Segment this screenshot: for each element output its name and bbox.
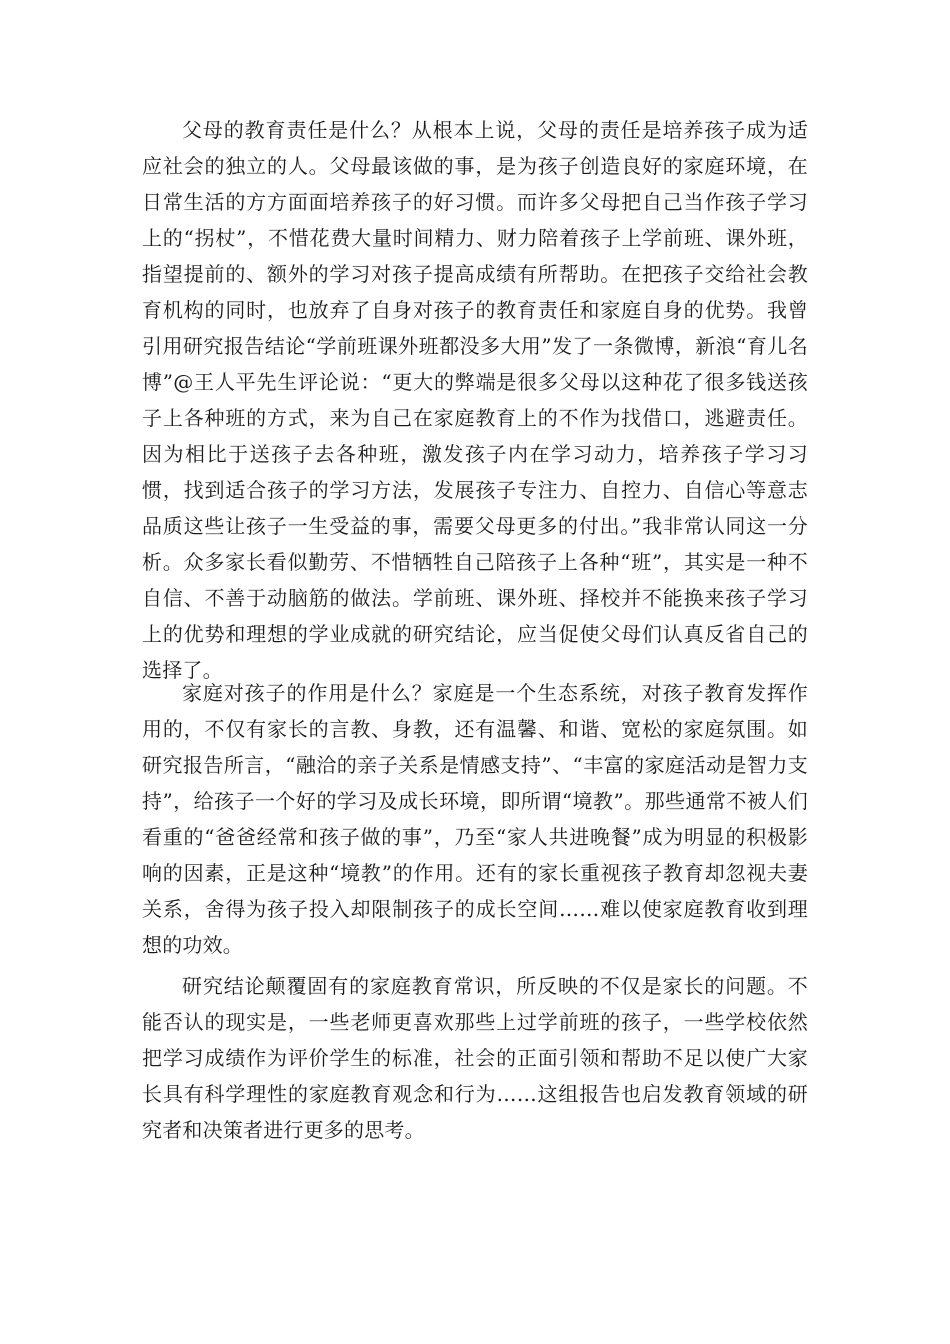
body-paragraph-research-conclusion: 研究结论颠覆固有的家庭教育常识，所反映的不仅是家长的问题。不能否认的现实是，一些老师更喜欢那些上过学前班的孩子，一些学校依然把学习成绩作为评价学生的标准，社会的正面引领和帮助不足以使广大家长具有科学理性的家庭教育观念和行为……这组报告也启发教育领域的研究者和决策者进行更多的思考。 [142, 974, 808, 1142]
body-paragraph-parental-responsibility: 父母的教育责任是什么？从根本上说，父母的责任是培养孩子成为适应社会的独立的人。父母最该做的事，是为孩子创造良好的家庭环境，在日常生活的方方面面培养孩子的好习惯。而许多父母把自己当作孩子学习上的“拐杖”，不惜花费大量时间精力、财力陪着孩子上学前班、课外班，指望提前的、额外的学习对孩子提高成绩有所帮助。在把孩子交给社会教育机构的同时，也放弃了自身对孩子的教育责任和家庭自身的优势。我曾引用研究报告结论“学前班课外班都没多大用”发了一条微博，新浪“育儿名博”@王人平先生评论说：“更大的弊端是很多父母以这种花了很多钱送孩子上各种班的方式，来为自己在家庭教育上的不作为找借口，逃避责任。因为相比于送孩子去各种班，激发孩子内在学习动力，培养孩子学习习惯，找到适合孩子的学习方法，发展孩子专注力、自控力、自信心等意志品质这些让孩子一生受益的事，需要父母更多的付出。”我非常认同这一分析。众多家长看似勤劳、不惜牺牲自己陪孩子上各种“班”，其实是一种不自信、不善于动脑筋的做法。学前班、课外班、择校并不能换来孩子学习上的优势和理想的学业成就的研究结论，应当促使父母们认真反省自己的选择了。 [142, 118, 808, 682]
body-paragraph-family-role: 家庭对孩子的作用是什么？家庭是一个生态系统，对孩子教育发挥作用的，不仅有家长的言教、身教，还有温馨、和谐、宽松的家庭氛围。如研究报告所言，“融洽的亲子关系是情感支持”、“丰富的家庭活动是智力支持”，给孩子一个好的学习及成长环境，即所谓“境教”。那些通常不被人们看重的“爸爸经常和孩子做的事”，乃至“家人共进晚餐”成为明显的积极影响的因素，正是这种“境教”的作用。还有的家长重视孩子教育却忽视夫妻关系，舍得为孩子投入却限制孩子的成长空间……难以使家庭教育收到理想的功效。 [142, 681, 808, 957]
